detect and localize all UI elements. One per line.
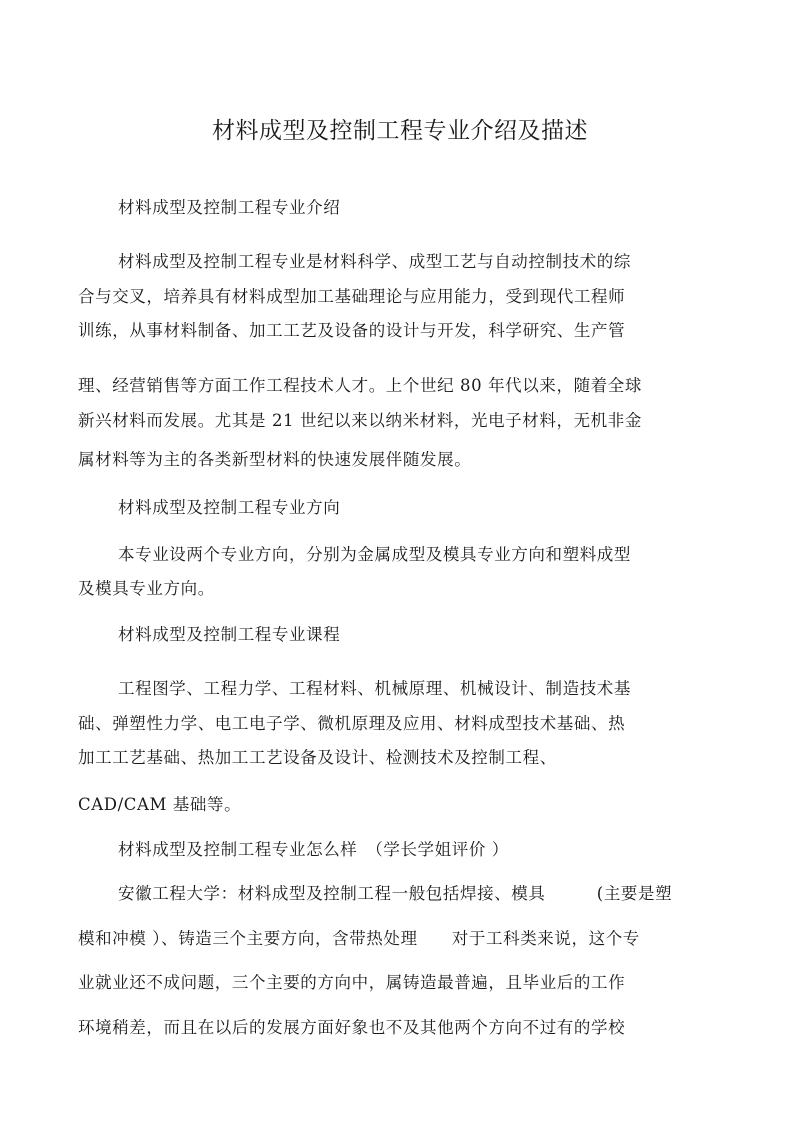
section-heading-courses: 材料成型及控制工程专业课程 bbox=[118, 625, 341, 644]
paragraph-line: CAD/CAM 基础等。 bbox=[78, 795, 242, 814]
paragraph-line: 理、经营销售等方面工作工程技术人才。上个世纪 80 年代以来，随着全球 bbox=[78, 376, 642, 395]
paragraph-line: 合与交叉，培养具有材料成型加工基础理论与应用能力，受到现代工程师 bbox=[78, 287, 626, 306]
paragraph-line: 属材料等为主的各类新型材料的快速发展伴随发展。 bbox=[78, 450, 472, 469]
paragraph-line: 工程图学、工程力学、工程材料、机械原理、机械设计、制造技术基 bbox=[118, 679, 631, 698]
paragraph-line: 材料成型及控制工程专业是材料科学、成型工艺与自动控制技术的综 bbox=[118, 252, 631, 271]
paragraph-line: 模和冲模 ）、铸造三个主要方向，含带热处理 对于工科类来说，这个专 bbox=[78, 929, 640, 948]
paragraph-line: 及模具专业方向。 bbox=[78, 579, 215, 598]
paragraph-line: 加工工艺基础、热加工工艺设备及设计、检测技术及控制工程、 bbox=[78, 748, 557, 767]
paragraph-line: 业就业还不成问题，三个主要的方向中，属铸造最普遍，且毕业后的工作 bbox=[78, 973, 626, 992]
section-heading-intro: 材料成型及控制工程专业介绍 bbox=[118, 198, 341, 217]
paragraph-line: 环境稍差，而且在以后的发展方面好象也不及其他两个方向不过有的学校 bbox=[78, 1018, 626, 1037]
paragraph-line: 安徽工程大学：材料成型及控制工程一般包括焊接、模具 (主要是塑 bbox=[118, 884, 673, 903]
paragraph-line: 本专业设两个专业方向，分别为金属成型及模具专业方向和塑料成型 bbox=[118, 545, 631, 564]
document-title: 材料成型及控制工程专业介绍及描述 bbox=[212, 118, 588, 144]
section-heading-direction: 材料成型及控制工程专业方向 bbox=[118, 498, 341, 517]
paragraph-line: 新兴材料而发展。尤其是 21 世纪以来以纳米材料，光电子材料，无机非金 bbox=[78, 411, 642, 430]
paragraph-line: 训练，从事材料制备、加工工艺及设备的设计与开发，科学研究、生产管 bbox=[78, 321, 626, 340]
paragraph-line: 础、弹塑性力学、电工电子学、微机原理及应用、材料成型技术基础、热 bbox=[78, 714, 626, 733]
section-heading-review: 材料成型及控制工程专业怎么样 （学长学姐评价 ） bbox=[118, 840, 509, 859]
